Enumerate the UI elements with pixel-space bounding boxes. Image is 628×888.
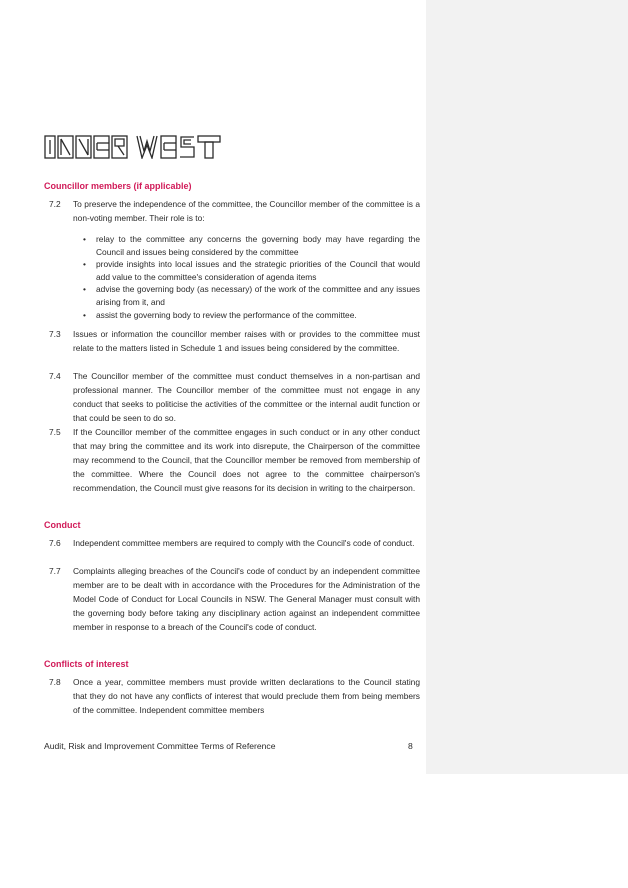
bullet-icon: • [83, 309, 86, 320]
councillor-role-list [44, 233, 420, 321]
clause-text: Independent committee members are required to comply with the Council's code of conduct. [73, 538, 415, 548]
list-item: • assist the governing body to review the performance of the committee. [83, 309, 357, 320]
clause-7-2 [44, 197, 420, 225]
clause-7-6 [44, 536, 420, 550]
clause-7-3 [44, 327, 420, 355]
clause-number: 7.6 [49, 538, 61, 548]
clause-number: 7.3 [49, 329, 61, 339]
bullet-icon: • [83, 259, 86, 270]
clause-text: The Councillor member of the committee must conduct themselves in a non-partisan and professional manner. The Councillor member of the committee must not engage in any conduct that seeks to politicise the activities of the committee or the internal audit function or that could be seen to do so. [73, 371, 420, 423]
inner-west-logo [44, 135, 222, 164]
section-heading-councillor-members: Councillor members (if applicable) [44, 181, 192, 191]
list-item: • advise the governing body (as necessary) of the work of the committee and any issues arising from it, and [83, 284, 420, 307]
clause-number: 7.4 [49, 371, 61, 381]
section-heading-conduct: Conduct [44, 520, 81, 530]
clause-number: 7.8 [49, 677, 61, 687]
clause-7-8 [44, 675, 420, 717]
section-heading-conflicts-of-interest: Conflicts of interest [44, 659, 129, 669]
list-item: • relay to the committee any concerns the governing body may have regarding the Council and issues being considered by the committee [83, 234, 420, 257]
clause-text: Once a year, committee members must provide written declarations to the Council stating that they do not have any conflicts of interest that would preclude them from being members of the committee. Independent committee members [73, 677, 420, 715]
list-item: • provide insights into local issues and the strategic priorities of the Council that would add value to the committee's consideration of agenda items [83, 259, 420, 282]
clause-text: Issues or information the councillor member raises with or provides to the committee must relate to the matters listed in Schedule 1 and issues being considered by the committee. [73, 329, 420, 353]
footer-document-title: Audit, Risk and Improvement Committee Terms of Reference [44, 741, 276, 751]
clause-number: 7.7 [49, 566, 61, 576]
footer-page-number: 8 [408, 741, 413, 751]
clause-text: If the Councillor member of the committee engages in such conduct or in any other conduct that may bring the committee and its work into disrepute, the Chairperson of the committee may recommend to the Council, that the Councillor member be removed from membership of the committee. Where the Council does not agree to the committee chairperson's recommendation, the Council must give reasons for its decision in writing to the chairperson. [73, 427, 420, 493]
comment-pane [426, 0, 628, 774]
clause-text: Complaints alleging breaches of the Council's code of conduct by an independent committee member are to be dealt with in accordance with the Procedures for the Administration of the Model Code of Conduct for Local Councils in NSW. The General Manager must consult with the governing body before taking any disciplinary action against an independent committee member in response to a breach of the Council's code of conduct. [73, 566, 420, 632]
clause-number: 7.2 [49, 199, 61, 209]
bullet-icon: • [83, 284, 86, 295]
clause-7-5 [44, 425, 420, 495]
bullet-icon: • [83, 234, 86, 244]
clause-text: To preserve the independence of the committee, the Councillor member of the committee is a non-voting member. Their role is to: [73, 199, 420, 223]
clause-7-7 [44, 564, 420, 634]
clause-number: 7.5 [49, 427, 61, 437]
clause-7-4 [44, 369, 420, 425]
